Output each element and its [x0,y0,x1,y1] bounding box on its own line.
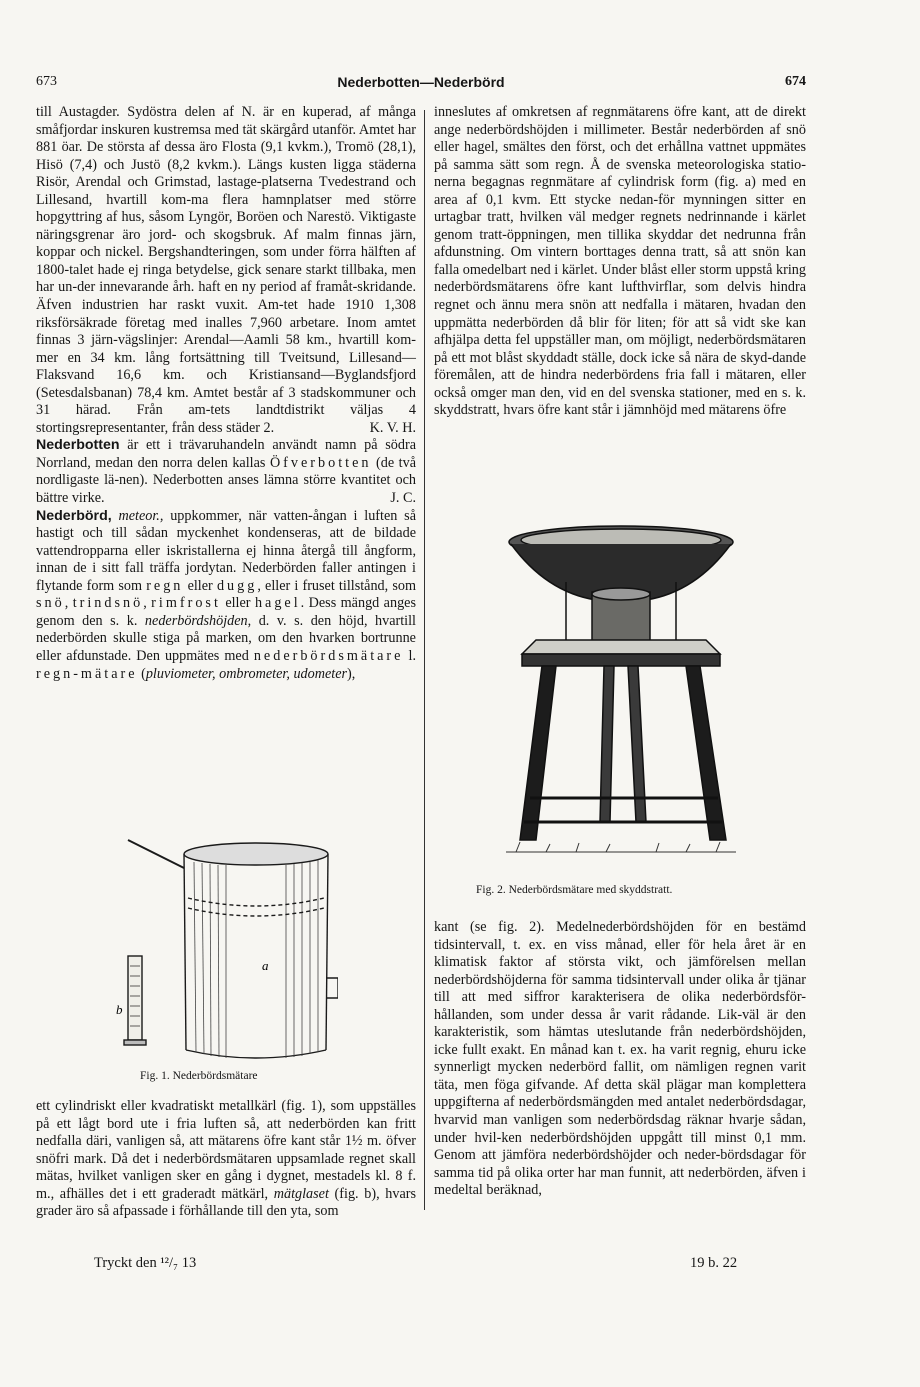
footer-print-date: Tryckt den ¹²/₇ 13 [94,1255,197,1271]
figure-1-caption: Fig. 1. Nederbördsmätare [140,1070,258,1082]
page-number-left: 673 [36,74,57,89]
headword-nederbord: Nederbörd, [36,507,112,524]
headword-nederbotten: Nederbotten [36,437,120,454]
signature-kvh: K. V. H. [369,419,416,436]
paragraph-climate-factor: kant (se fig. 2). Medelnederbördshöjden för en bestämd tidsintervall, t. ex. en viss månad, eller för hela året är en klimatisk faktor af största vikt, och jämförelsen mellan nederbördshöjderna för samma tidsintervall under olika år tjänar till att med siffror karakterisera de olika nederbördsför-hållanden, som under dessa år varit rådande. Lik-väl är den karakteristik, som hämtas uteslutande från nederbördshöjden, icke fullt exakt. En månad kan t. ex. ha varit regnig, ehuru icke synnerligt mycken nederbörd fallit, om nämligen regnen varit täta, men föga gifvande. Af detta skäl plägar man komplettera uppgifterna af nederbördsmängden med antalet nederbördsdagar, hvarvid man vanligen som nederbördsdag räknar hvarje sådan, under hvil-ken nederbördshöjden uppgått till minst 0,1 mm. Genom att jämföra nederbördshöjder och neder-bördsdagar för samma tid på olika orter har man funnit, att nederbörden, äfven i medeltal beräknad, [434,919,806,1199]
figure-gauge-with-shield [506,522,736,862]
page-header [36,74,806,94]
figure-2-caption: Fig. 2. Nederbördsmätare med skyddstratt. [476,884,673,896]
signature-jc: J. C. [390,490,416,507]
entry-nederbotten: Nederbotten är ett i trävaruhandeln användt namn på södra Norrland, medan den norra delen kallas Öfverbotten (de två nordligaste lä-nen). Nederbotten anses lämna större kvantitet och bättre virke. J. C. [36,437,416,507]
paragraph-austagder: till Austagder. Sydöstra delen af N. är en kuperad, af många småfjordar inskuren kustremsa med tät skärgård utanför. Amtet har 881 öar. De största af dessa äro Flosta (9,1 kvkm.), Tromö (28,1), Hisö (7,4) och Justö (8,2 kvkm.). Längs kusten ligga städerna Risör, Arendal och Grimstad, lastage-platserna Tvedestrand och Lillesand, hvartill kom-ma flera hamnplatser med större hopgyttring af hus, såsom Lyngör, Boröen och Narestö. Viktigaste näringsgrenar äro jord- och skogsbruk. Af malm finnas järn, koppar och nickel. Bergshandteringen, som under förra hälften af 1800-talet hade ej ringa betydelse, gick senare starkt tillbaka, men har un-der innevarande årh. haft en ny period af framåt-skridande. Äfven industrien har raskt vuxit. Am-tet hade 1910 1,308 riksförsäkrade företag med inalles 7,960 arbetare. Inom amtet finnas 3 järn-vägslinjer: Arendal—Aamli 58 km., hvartill kom-mer en 34 km. lång fortsättning till Tveitsund, Lillesand—Flaksvand 16,6 km. och Kristiansand—Byglandsfjord (Setesdalsbanan) 78,4 km. Amtet består af 3 stadskommuner och 31 härad. Från am-tets landtdistrikt väljas 4 stortingsrepresentanter, från dess städer 2. K. V. H. [36,104,416,436]
page-number-right: 674 [785,74,806,89]
figure-rain-gauge [108,838,338,1068]
entry-nederbord: Nederbörd, meteor., uppkommer, när vatten-ångan i luften så hastigt och till sådan myckenhet kondenseras, att de bildade vattendropparna eller iskristallerna ej hinna återgå till ångform, innan de i sitt fall träffa jordytan. Nederbörden faller antingen i flytande form som regn eller dugg, eller i fruset tillstånd, som snö, trindsnö, rimfrost eller hagel. Dess mängd anges genom den s. k. nederbördshöjden, d. v. s. den höjd, hvartill nederbörden skulle stiga på marken, om den hvarken bortrunne eller afdunstade. Den uppmätes med nederbördsmätare l. regn-mätare (pluviometer, ombrometer, udometer), [36,507,417,682]
fig1-label-b: b [116,1002,123,1017]
left-column-bottom [36,1098,416,1221]
right-column-top [434,104,806,420]
column-divider [424,110,425,1210]
right-column-bottom [434,919,806,1200]
paragraph-gauge-description: ett cylindriskt eller kvadratiskt metallkärl (fig. 1), som uppställes på ett lågt bord ute i fria luften så, att nederbörden kan fritt nedfalla däri, vanligen så, att mätarens öfre kant står 1½ m. öfver snöfri mark. Då det i nederbördsmätaren uppsamlade regnet skall mätas, hvilket vanligen sker en gång i dygnet, mestadels kl. 8 f. m., afhälles det i ett graderadt mätkärl, mätglaset (fig. b), hvars grader äro så afpassade i förhållande till den yta, som [36,1098,416,1220]
running-title: Nederbotten—Nederbörd [337,74,505,90]
fig1-label-a: a [262,958,269,973]
footer-signature-mark: 19 b. 22 [690,1255,738,1271]
left-column-top [36,104,416,683]
paragraph-measurement: inneslutes af omkretsen af regnmätarens öfre kant, att de direkt ange nederbördshöjden i millimeter. Består nederbörden af snö eller hagel, smältes den först, och det erhållna vattnet uppmätes på samma sätt som regn. Å de svenska meteorologiska statio-nerna begagnas regnmätare af cylindrisk form (fig. a) med en area af 0,1 kvm. Ett stycke nedan-för mynningen sitter en urtagbar tratt, hvilken väl medger regnets nedrinnande i kärlet genom tratt-öppningen, men tillika skyddar det nedrunna från afdunstning. Om vintern borttages denna tratt, så att snön kan falla omedelbart ned i kärlet. Under blåst eller storm uppstå kring nederbördsmätarens öfre kant lufthvirflar, som delvis hindra regnet och ännu mera snön att nedfalla i mätaren, hvadan den uppmätta nederbörden då blir för liten; för att så vidt ske kan afhjälpa detta fel uppställer man, om möjligt, nederbördsmätaren på ett mot blåst skyddadt ställe, dock icke så nära de skyd-dande föremålen, att de hindra nederbördens fria fall i mätaren, eller också omger man den, vid en del svenska stationer, med en s. k. skyddstratt, hvars öfre kant står i jämnhöjd med mätarens öfre [434,104,806,419]
